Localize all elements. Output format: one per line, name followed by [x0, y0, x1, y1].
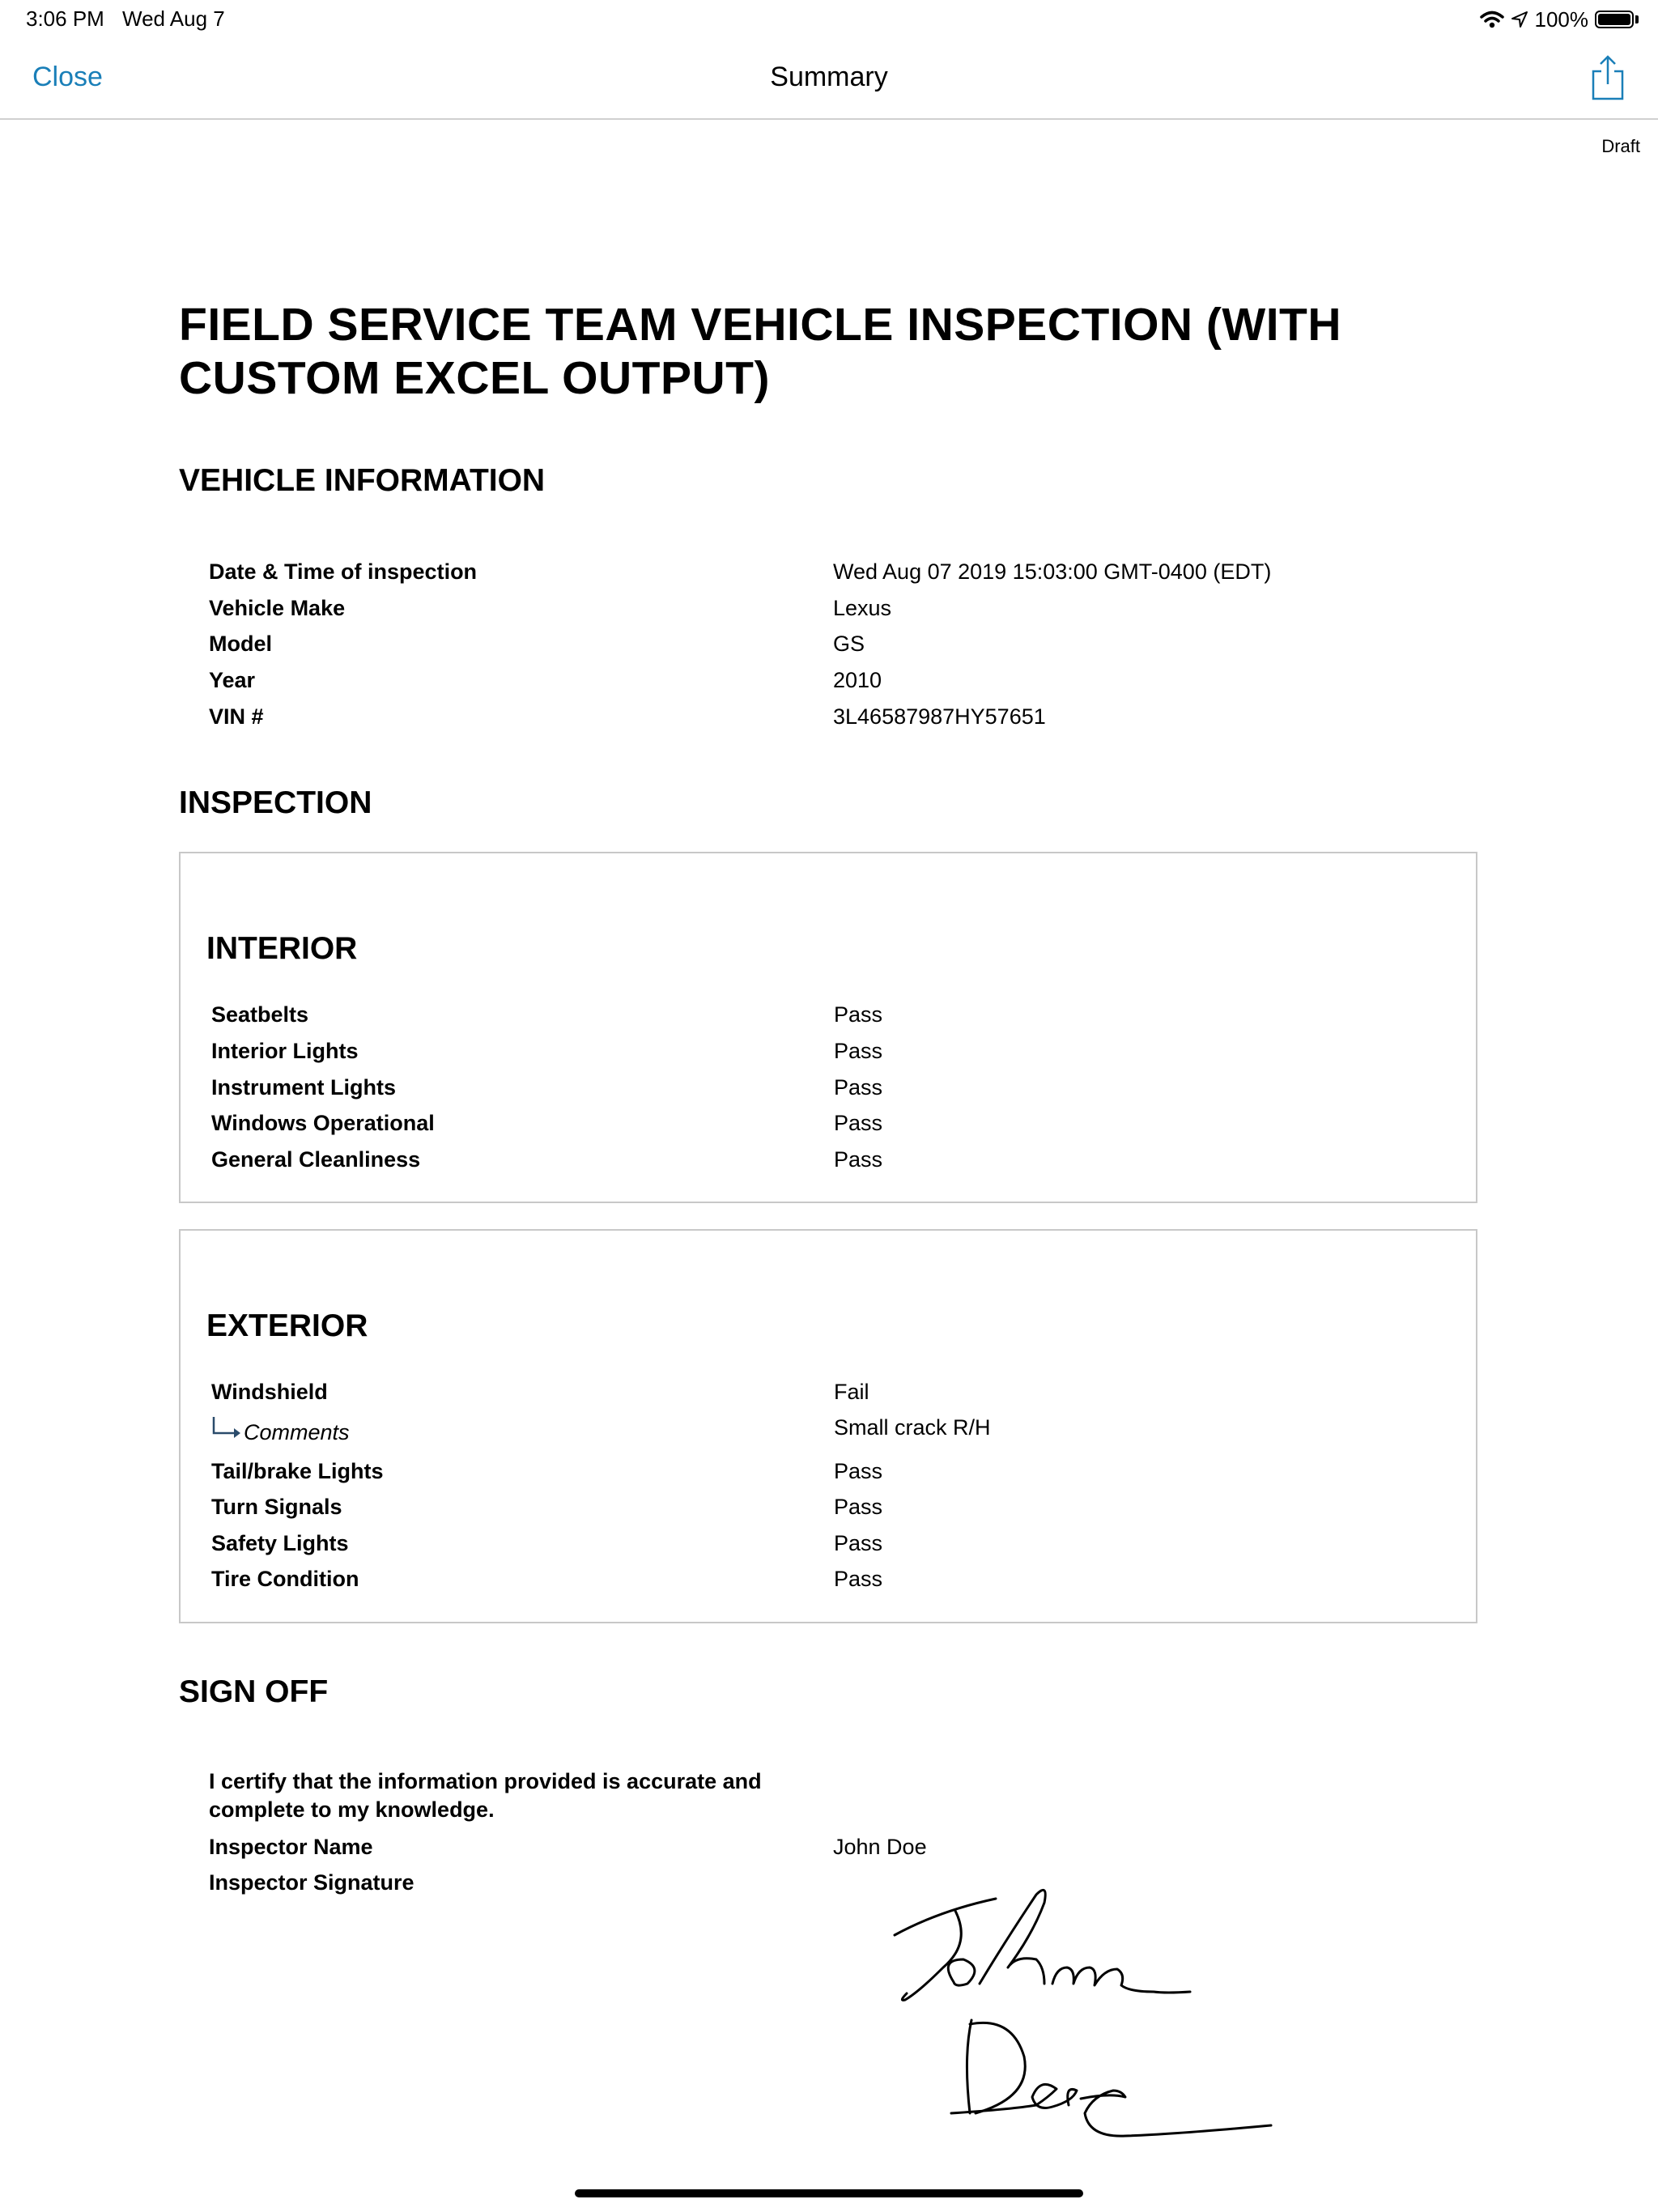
battery-percent: 100%	[1534, 6, 1588, 32]
status-date: Wed Aug 7	[122, 6, 225, 31]
row-label: Instrument Lights	[211, 1075, 396, 1100]
row-value: Pass	[834, 1075, 883, 1100]
row-value: 2010	[833, 668, 882, 692]
row-label: Date & Time of inspection	[209, 559, 478, 584]
row-value: Pass	[834, 1567, 883, 1591]
vehicle-information-heading: VEHICLE INFORMATION	[179, 463, 546, 498]
row-value: 3L46587987HY57651	[833, 704, 1046, 729]
row-value: GS	[833, 632, 865, 656]
row-value: Pass	[834, 1002, 883, 1027]
comment-label: Comments	[244, 1420, 350, 1444]
battery-icon	[1595, 11, 1634, 28]
row-value: Pass	[834, 1531, 883, 1555]
interior-heading: INTERIOR	[206, 931, 358, 966]
row-label: Tire Condition	[211, 1567, 359, 1591]
row-value: Pass	[834, 1111, 883, 1135]
share-icon[interactable]	[1590, 53, 1626, 102]
row-value: Pass	[834, 1147, 883, 1172]
row-label: Model	[209, 632, 272, 656]
row-label: General Cleanliness	[211, 1147, 421, 1172]
close-button[interactable]: Close	[32, 62, 103, 92]
wifi-icon	[1480, 10, 1504, 29]
row-value: Pass	[834, 1459, 883, 1483]
home-indicator[interactable]	[575, 2189, 1083, 2197]
row-label: VIN #	[209, 704, 264, 729]
document-title: FIELD SERVICE TEAM VEHICLE INSPECTION (WITH CUSTOM EXCEL OUTPUT)	[179, 299, 1342, 404]
status-indicators	[1480, 5, 1639, 34]
row-value: Lexus	[833, 596, 892, 620]
sign-off-heading: SIGN OFF	[179, 1674, 329, 1709]
inspection-heading: INSPECTION	[179, 785, 372, 820]
comment-value: Small crack R/H	[834, 1415, 991, 1440]
location-arrow-icon	[1511, 11, 1528, 28]
row-label: Turn Signals	[211, 1495, 342, 1519]
certification-statement: I certify that the information provided is accurate and complete to my knowledge.	[209, 1769, 762, 1822]
reply-arrow-icon	[211, 1415, 244, 1440]
battery-tip	[1635, 15, 1639, 23]
row-value: Pass	[834, 1039, 883, 1063]
row-label: Interior Lights	[211, 1039, 359, 1063]
row-label: Vehicle Make	[209, 596, 346, 620]
status-time: 3:06 PM	[26, 6, 104, 31]
row-label: Seatbelts	[211, 1002, 309, 1027]
exterior-panel	[179, 1229, 1477, 1623]
inspector-signature-label: Inspector Signature	[209, 1870, 414, 1895]
row-value: Fail	[834, 1380, 869, 1404]
status-bar	[0, 0, 1658, 39]
exterior-heading: EXTERIOR	[206, 1308, 368, 1343]
inspector-name-value: John Doe	[833, 1835, 927, 1859]
handwritten-signature	[882, 1878, 1287, 2154]
draft-label: Draft	[1601, 136, 1640, 156]
row-label: Safety Lights	[211, 1531, 349, 1555]
navigation-bar	[0, 39, 1658, 120]
row-label: Tail/brake Lights	[211, 1459, 384, 1483]
interior-panel	[179, 852, 1477, 1203]
row-value: Wed Aug 07 2019 15:03:00 GMT-0400 (EDT)	[833, 559, 1272, 584]
row-label: Year	[209, 668, 256, 692]
row-value: Pass	[834, 1495, 883, 1519]
row-label: Windshield	[211, 1380, 328, 1404]
row-label: Windows Operational	[211, 1111, 435, 1135]
page-title: Summary	[770, 62, 888, 92]
inspector-name-label: Inspector Name	[209, 1835, 373, 1859]
